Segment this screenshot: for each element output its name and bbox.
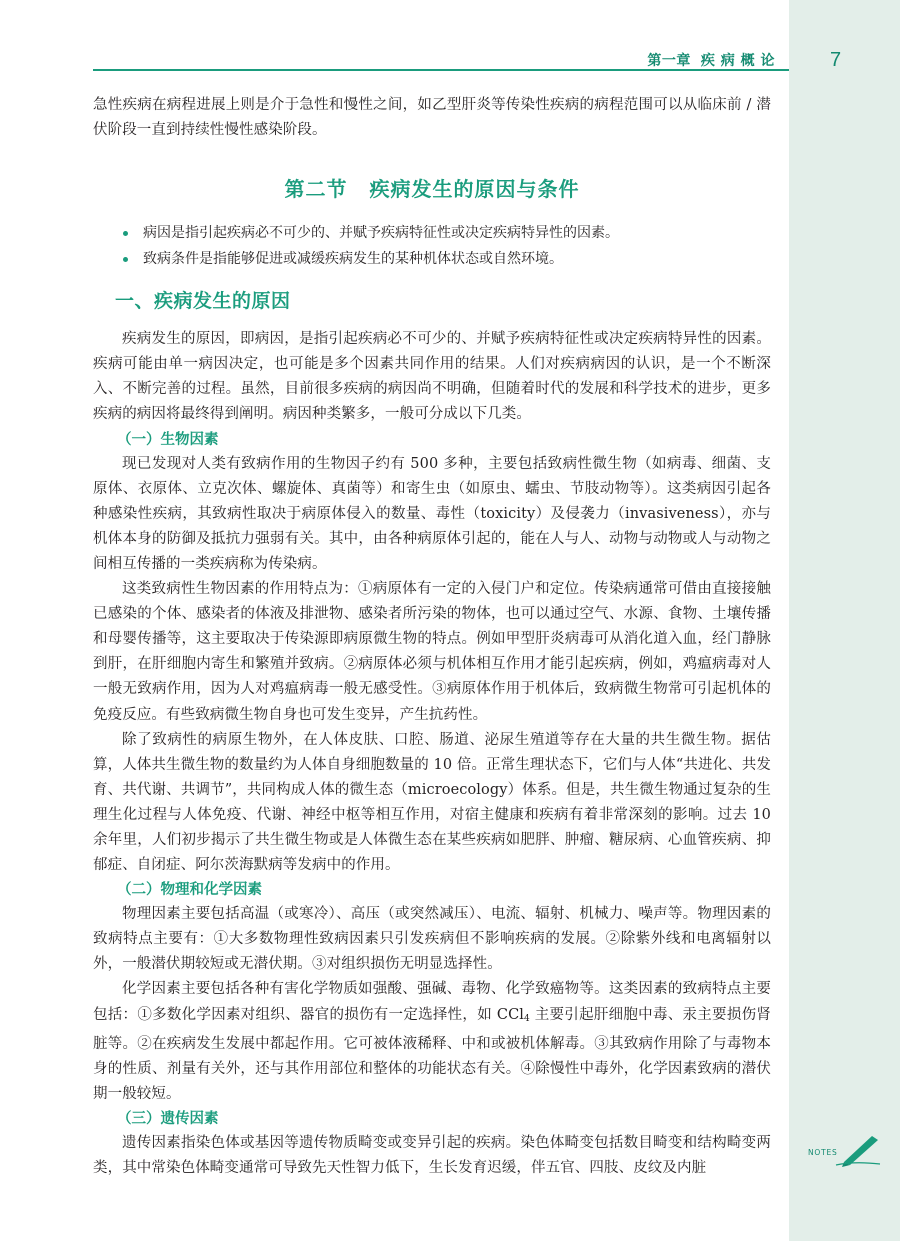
chapter-title: 疾 病 概 论 <box>700 53 775 69</box>
page-body <box>93 93 771 1181</box>
paragraph-biological-1: 现已发现对人类有致病作用的生物因子约有 500 多种，主要包括致病性微生物（如病毒、细菌、支原体、衣原体、立克次体、螺旋体、真菌等）和寄生虫（如原虫、蠕虫、节肢动物等）。这类病因引起各种感染性疾病，其致病性取决于病原体侵入的数量、毒性（toxicity）及侵袭力（invasiveness），亦与机体本身的防御及抵抗力强弱有关。其中，由各种病原体引起的，能在人与人、动物与动物或人与动物之间相互传播的一类疾病称为传染病。 <box>93 455 771 572</box>
heading-physical-chemical: （二）物理和化学因素 <box>117 882 262 899</box>
chemical-text-a: 化学因素主要包括各种有害化学物质如强酸、强碱、毒物、化学致癌物等。这类因素的致病特点主要包括：①多数化学因素对组织、器官的损伤有一定选择性，如 CCl <box>93 981 771 1023</box>
chapter-number: 第一章 <box>647 53 691 69</box>
header-rule <box>93 69 789 71</box>
notes-margin-strip <box>789 0 900 1241</box>
paragraph-genetic: 遗传因素指染色体或基因等遗传物质畸变或变异引起的疾病。染色体畸变包括数目畸变和结构畸变两类，其中常染色体畸变通常可导致先天性智力低下，生长发育迟缓，伴五官、四肢、皮纹及内脏 <box>93 1134 771 1176</box>
key-point-text: 病因是指引起疾病必不可少的、并赋予疾病特征性或决定疾病特异性的因素。 <box>143 225 619 242</box>
paragraph-biological-3: 除了致病性的病原生物外，在人体皮肤、口腔、肠道、泌尿生殖道等存在大量的共生微生物。据估算，人体共生微生物的数量约为人体自身细胞数量的 10 倍。正常生理状态下，它们与人体“共进化、共发育、共代谢、共调节”，共同构成人体的微生态（microecology）体系。但是，共生微生物通过复杂的生理生化过程与人体免疫、代谢、神经中枢等相互作用，对宿主健康和疾病有着非常深刻的影响。过去 10 余年里，人们初步揭示了共生微生物或是人体微生态在某些疾病如肥胖、肿瘤、糖尿病、心血管疾病、抑郁症、自闭症、阿尔茨海默病等发病中的作用。 <box>93 731 771 874</box>
paragraph-biological-2: 这类致病性生物因素的作用特点为：①病原体有一定的入侵门户和定位。传染病通常可借由直接接触已感染的个体、感染者的体液及排泄物、感染者所污染的物体，也可以通过空气、水源、食物、土壤传播和母婴传播等，这主要取决于传染源即病原微生物的特点。例如甲型肝炎病毒可从消化道入血，经门静脉到肝，在肝细胞内寄生和繁殖并致病。②病原体必须与机体相互作用才能引起疾病，例如，鸡瘟病毒对人一般无致病作用，因为人对鸡瘟病毒一般无感受性。③病原体作用于机体后，致病微生物常可引起机体的免疫反应。有些致病微生物自身也可发生变异，产生抗药性。 <box>93 581 771 723</box>
heading-causes: 一、疾病发生的原因 <box>115 290 291 313</box>
notes-label: NOTES <box>808 1148 838 1157</box>
section-title <box>93 173 771 202</box>
running-head <box>647 50 775 70</box>
key-points-list <box>123 220 771 272</box>
bullet-icon <box>123 231 128 236</box>
paragraph-chemical <box>93 977 771 1106</box>
intro-paragraph: 急性疾病在病程进展上则是介于急性和慢性之间，如乙型肝炎等传染性疾病的病程范围可以从临床前 / 潜伏阶段一直到持续性慢性感染阶段。 <box>93 97 771 139</box>
section-number: 第二节 <box>284 177 348 202</box>
key-point <box>123 220 771 246</box>
key-point-text: 致病条件是指能够促进或减缓疾病发生的某种机体状态或自然环境。 <box>143 251 563 268</box>
bullet-icon <box>123 257 128 262</box>
section-heading: 疾病发生的原因与条件 <box>369 177 580 202</box>
pen-icon <box>834 1132 884 1168</box>
paragraph-physical: 物理因素主要包括高温（或寒冷）、高压（或突然减压）、电流、辐射、机械力、噪声等。物理因素的致病特点主要有：①大多数物理性致病因素只引发疾病但不影响疾病的发展。②除紫外线和电离辐射以外，一般潜伏期较短或无潜伏期。③对组织损伤无明显选择性。 <box>93 906 771 973</box>
paragraph-causes: 疾病发生的原因，即病因，是指引起疾病必不可少的、并赋予疾病特征性或决定疾病特异性的因素。疾病可能由单一病因决定，也可能是多个因素共同作用的结果。人们对疾病病因的认识，是一个不断深入、不断完善的过程。虽然，目前很多疾病的病因尚不明确，但随着时代的发展和科学技术的进步，更多疾病的病因将最终得到阐明。病因种类繁多，一般可分成以下几类。 <box>93 331 771 423</box>
key-point <box>123 246 771 272</box>
page-number: 7 <box>830 49 842 71</box>
notes-marker <box>808 1132 888 1168</box>
heading-biological: （一）生物因素 <box>117 431 219 448</box>
heading-genetic: （三）遗传因素 <box>117 1110 219 1127</box>
subscript: 4 <box>524 1013 530 1024</box>
chemical-text-b: 主要引起肝细胞中毒、汞主要损伤肾脏等。②在疾病发生发展中都起作用。它可被体液稀释、中和或被机体解毒。③其致病作用除了与毒物本身的性质、剂量有关外，还与其作用部位和整体的功能状态有关。④除慢性中毒外，化学因素致病的潜伏期一般较短。 <box>93 1006 771 1102</box>
